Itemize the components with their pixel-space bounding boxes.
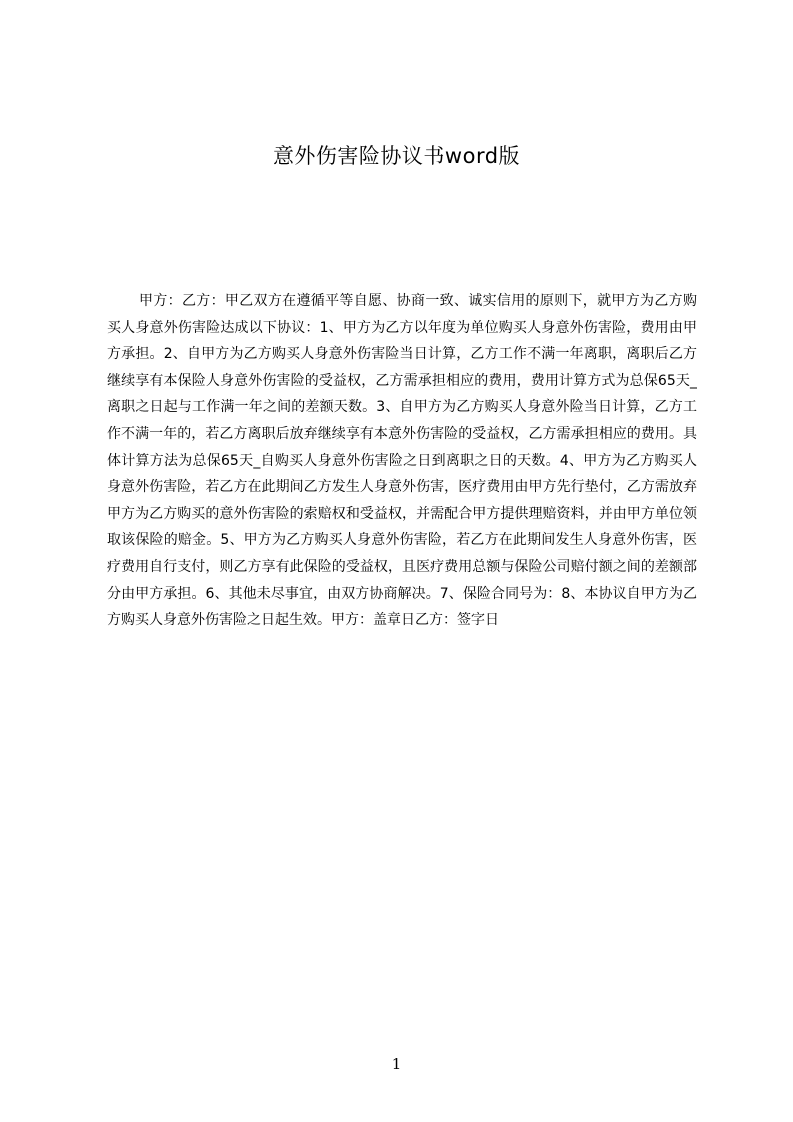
page-number: 1 bbox=[391, 1055, 402, 1073]
agreement-body-text: 甲方：乙方：甲乙双方在遵循平等自愿、协商一致、诚实信用的原则下，就甲方为乙方购买人身意外伤害险达成以下协议：1、甲方为乙方以年度为单位购买人身意外伤害险，费用由甲方承担。2、自甲方为乙方购买人身意外伤害险当日计算，乙方工作不满一年离职，离职后乙方继续享有本保险人身意外伤害险的受益权，乙方需承担相应的费用，费用计算方式为总保65天_离职之日起与工作满一年之间的差额天数。3、自甲方为乙方购买人身意外险当日计算，乙方工作不满一年的，若乙方离职后放弃继续享有本意外伤害险的受益权，乙方需承担相应的费用。具体计算方法为总保65天_自购买人身意外伤害险之日到离职之日的天数。4、甲方为乙方购买人身意外伤害险，若乙方在此期间乙方发生人身意外伤害，医疗费用由甲方先行垫付，乙方需放弃甲方为乙方购买的意外伤害险的索赔权和受益权，并需配合甲方提供理赔资料，并由甲方单位领取该保险的赔金。5、甲方为乙方购买人身意外伤害险，若乙方在此期间发生人身意外伤害，医疗费用自行支付，则乙方享有此保险的受益权，且医疗费用总额与保险公司赔付额之间的差额部分由甲方承担。6、其他未尽事宜，由双方协商解决。7、保险合同号为：8、本协议自甲方为乙方购买人身意外伤害险之日起生效。甲方：盖章日乙方：签字日 bbox=[107, 293, 697, 629]
document-title: 意外伤害险协议书word版 bbox=[272, 144, 521, 168]
